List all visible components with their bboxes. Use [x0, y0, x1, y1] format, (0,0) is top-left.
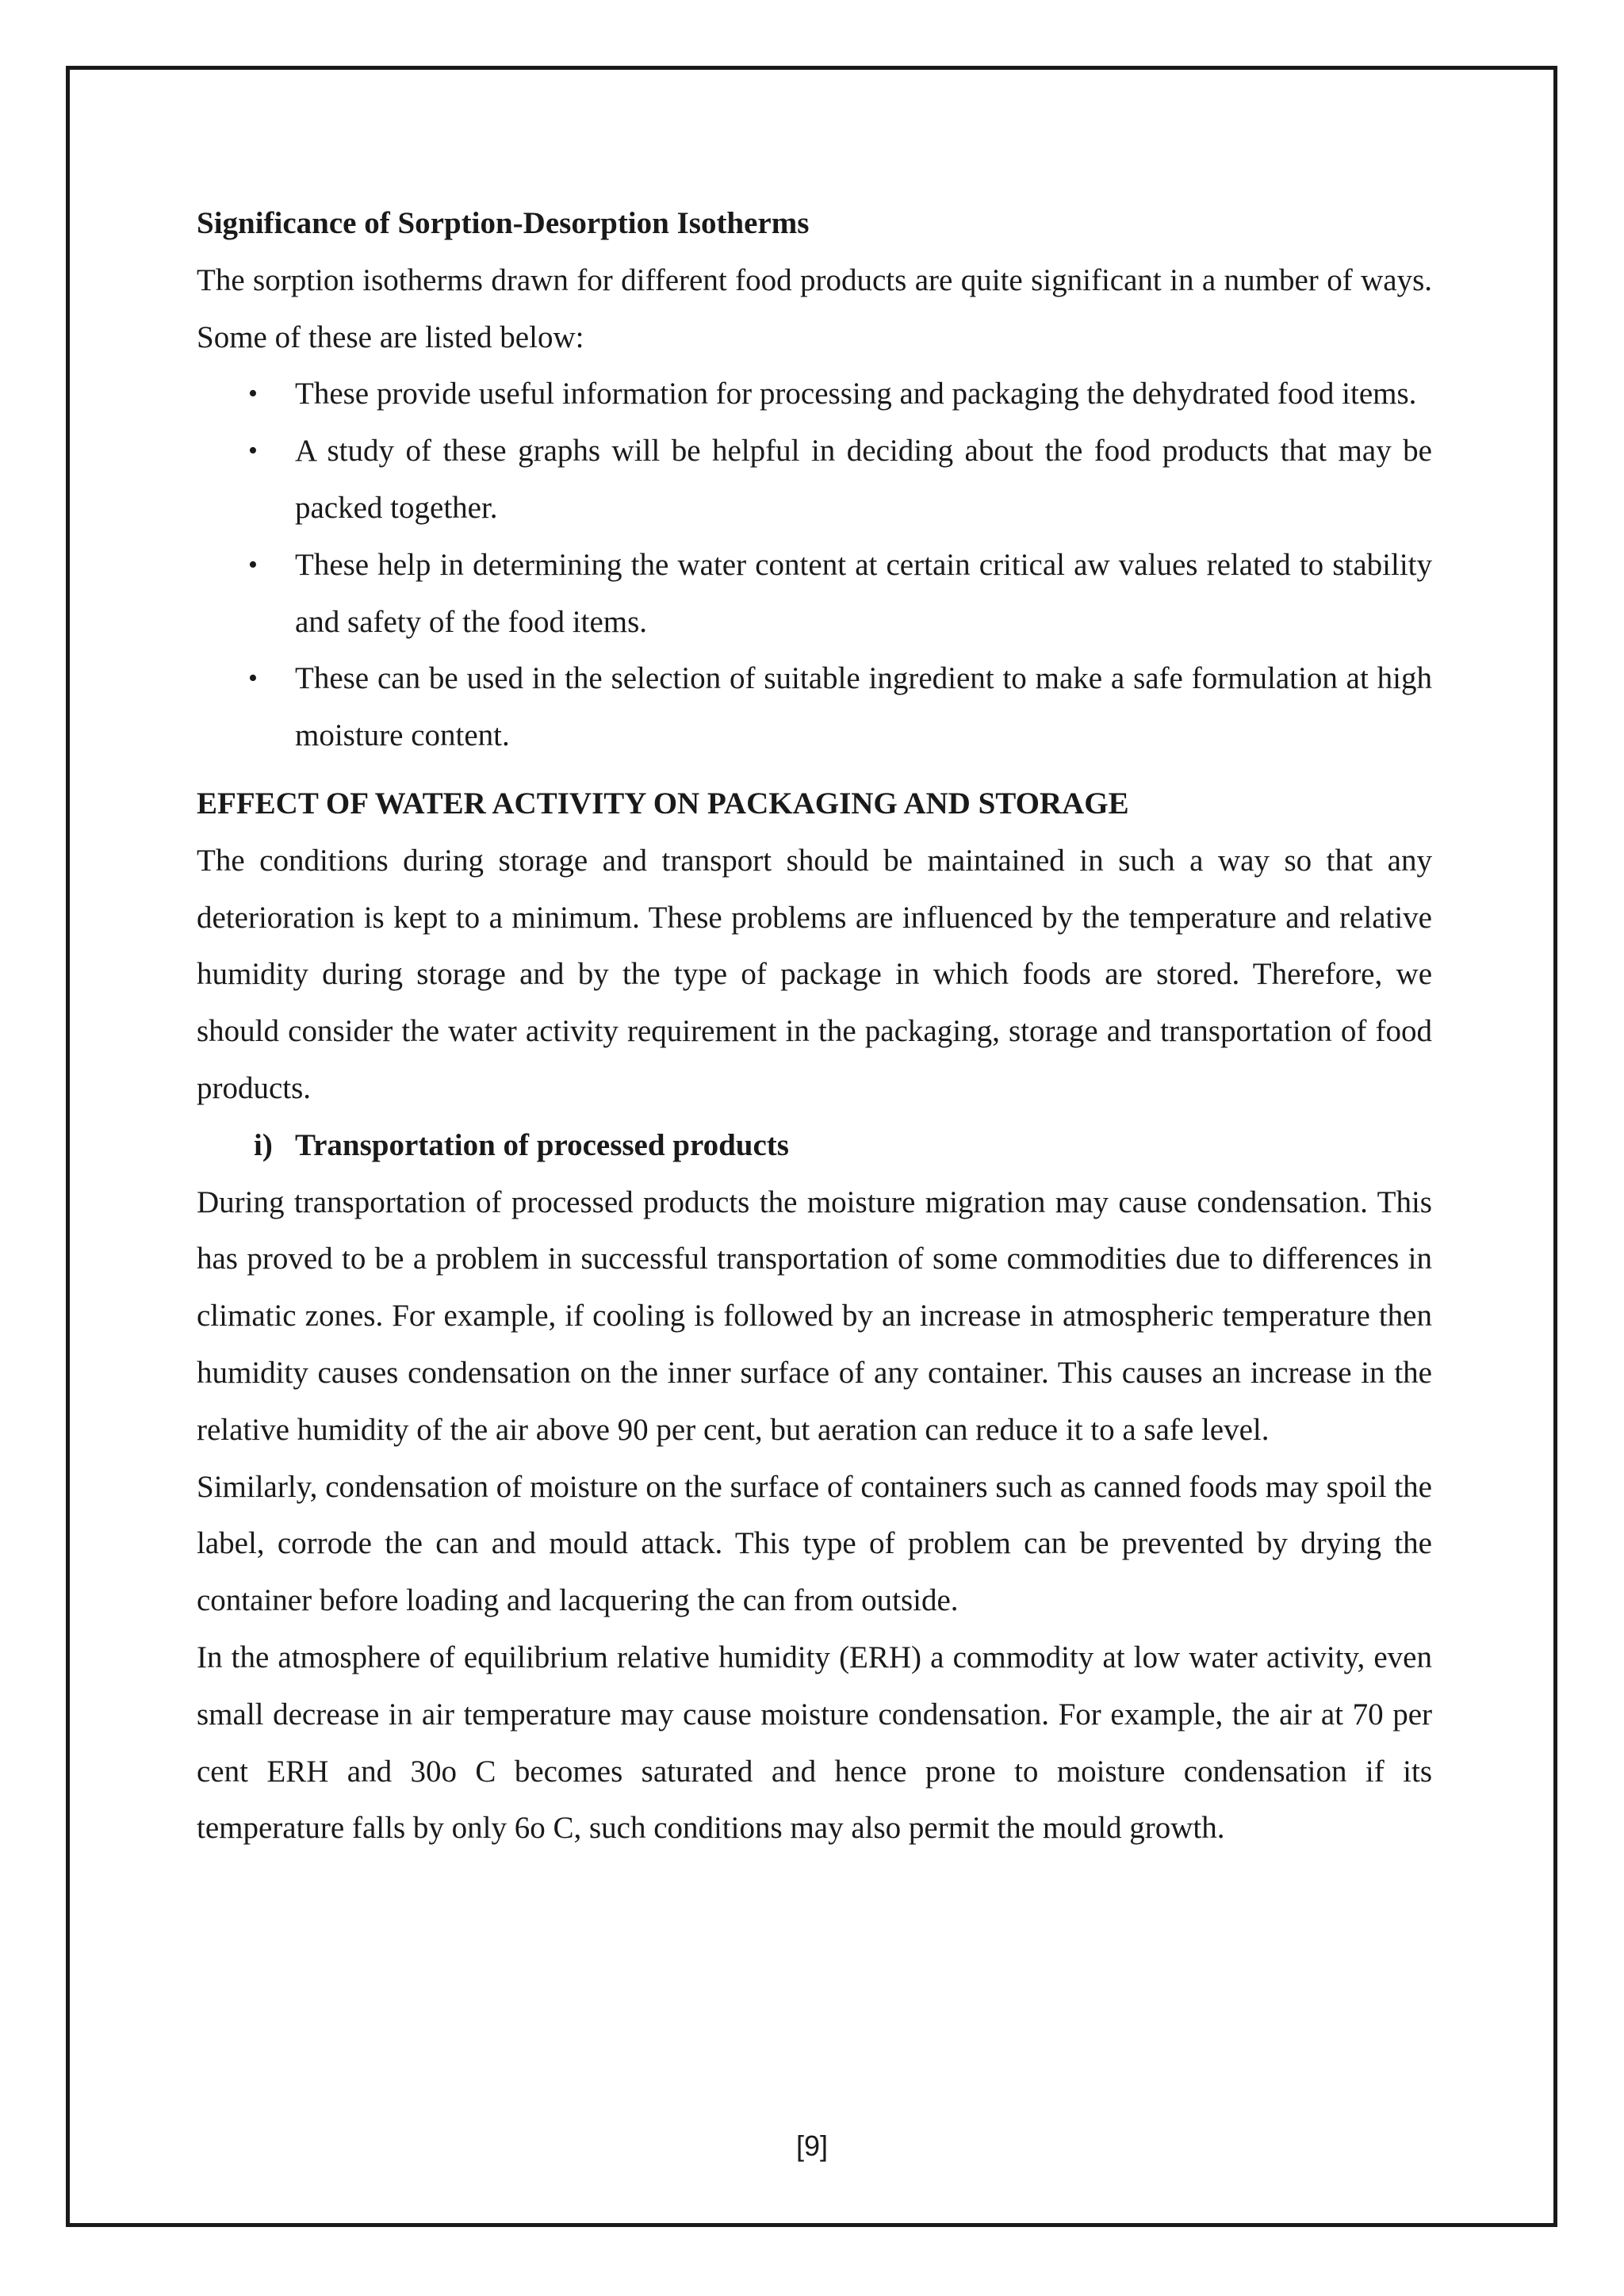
transport-heading-number: i): [254, 1127, 273, 1162]
isotherms-heading: Significance of Sorption-Desorption Isotherms: [197, 206, 810, 240]
bullet-icon: •: [248, 664, 258, 694]
list-item-text: These help in determining the water content at certain critical aw values related to stability and safety of the food items.: [295, 547, 1432, 639]
bullet-icon: •: [248, 436, 258, 466]
list-item: [197, 423, 1432, 537]
transport-paragraph-2: Similarly, condensation of moisture on the surface of containers such as canned foods may spoil the label, corrode the can and mould attack. This type of problem can be prevented by drying the container before loading and lacquering the can from outside.: [197, 1469, 1432, 1618]
effect-paragraph: The conditions during storage and transport should be maintained in such a way so that any deterioration is kept to a minimum. These problems are influenced by the temperature and relative humidity during storage and by the type of package in which foods are stored. Therefore, we should consider the water activity requirement in the packaging, storage and transportation of food products.: [197, 843, 1432, 1105]
page-number: [9]: [795, 2130, 829, 2162]
list-item: [197, 365, 1432, 423]
list-item: [197, 650, 1432, 764]
list-item-text: These can be used in the selection of suitable ingredient to make a safe formulation at high moisture content.: [295, 661, 1432, 753]
list-item-text: These provide useful information for processing and packaging the dehydrated food items.: [295, 377, 1417, 411]
isotherms-intro-paragraph: The sorption isotherms drawn for different food products are quite significant in a number of ways. Some of these are listed below:: [197, 262, 1432, 354]
bullet-icon: •: [248, 379, 258, 409]
transport-heading: [197, 1117, 1432, 1174]
effect-heading: EFFECT OF WATER ACTIVITY ON PACKAGING AND STORAGE: [197, 786, 1129, 821]
list-item-text: A study of these graphs will be helpful in deciding about the food products that may be packed together.: [295, 434, 1432, 525]
bullet-icon: •: [248, 549, 258, 580]
transport-paragraph-3: In the atmosphere of equilibrium relative humidity (ERH) a commodity at low water activity, even small decrease in air temperature may cause moisture condensation. For example, the air at 70 per cent ERH and 30o C becomes saturated and hence prone to moisture condensation if its temperature falls by only 6o C, such conditions may also permit the mould growth.: [197, 1640, 1432, 1846]
isotherms-bullet-list: [197, 365, 1432, 764]
transport-paragraph-1: During transportation of processed products the moisture migration may cause condensation. This has proved to be a problem in successful transportation of some commodities due to differences in climatic zones. For example, if cooling is followed by an increase in atmospheric temperature then humidity causes condensation on the inner surface of any container. This causes an increase in the relative humidity of the air above 90 per cent, but aeration can reduce it to a safe level.: [197, 1184, 1432, 1447]
list-item: [197, 537, 1432, 651]
page-content: [197, 195, 1432, 1857]
transport-heading-text: Transportation of processed products: [295, 1127, 789, 1162]
